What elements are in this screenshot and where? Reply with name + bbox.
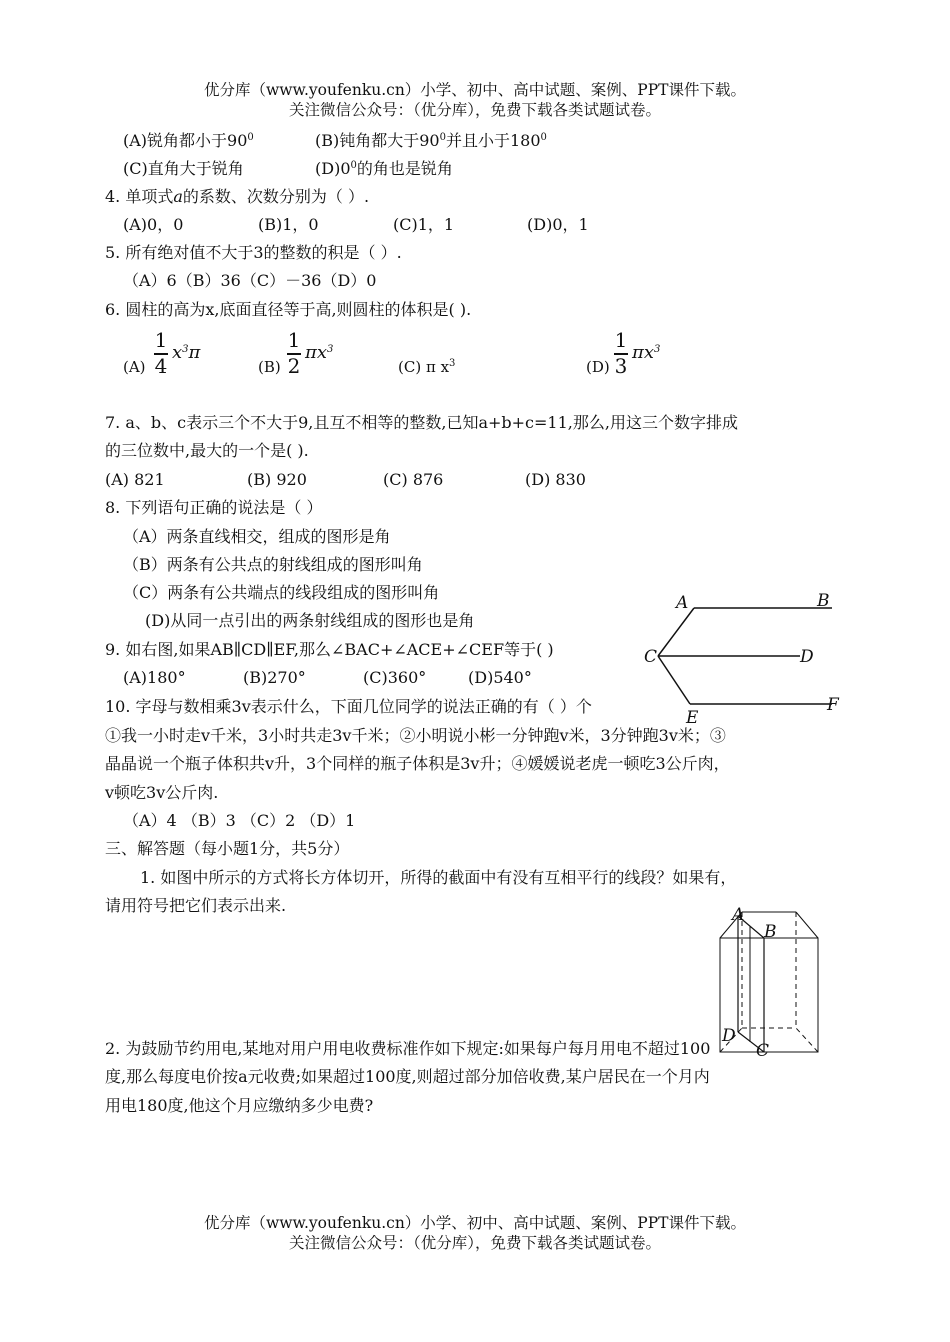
q9-option-d: (D)540° xyxy=(468,668,532,687)
q6-option-c: (C) π $x^3$ xyxy=(398,358,456,376)
q6-d-expression: $\pi x^3$ xyxy=(632,342,661,363)
q7-option-d: (D) 830 xyxy=(525,470,586,489)
q10-line-3: 晶晶说一个瓶子体积共v升，3个同样的瓶子体积是3v升；④媛媛说老虎一顿吃3公斤肉， xyxy=(105,754,730,773)
q7-option-a: (A) 821 xyxy=(105,470,165,489)
q6-b-denominator: 2 xyxy=(287,354,301,378)
q8-option-a: （A）两条直线相交，组成的图形是角 xyxy=(123,527,391,546)
q6-a-expression: $x^3\pi$ xyxy=(172,342,201,363)
s3-q2-line-1: 2. 为鼓励节约用电,某地对用户用电收费标准作如下规定:如果每户每月用电不超过100 xyxy=(105,1039,711,1058)
cuboid-label-a: A xyxy=(732,905,745,925)
q6-b-numerator: 1 xyxy=(287,328,301,352)
q6-option-d-label: (D) xyxy=(586,358,610,376)
label-c: C xyxy=(644,647,658,667)
header-line-2: 关注微信公众号：（优分库），免费下载各类试题试卷。 xyxy=(288,101,661,119)
edge-tr xyxy=(796,912,818,938)
q5-stem: 5. 所有绝对值不大于3的整数的积是（ ）. xyxy=(105,243,402,262)
q9-stem: 9. 如右图,如果AB∥CD∥EF,那么∠BAC+∠ACE+∠CEF等于( ) xyxy=(105,640,554,659)
q4-option-c: (C)1，1 xyxy=(393,215,455,234)
cuboid-label-b: B xyxy=(764,922,777,942)
s3-q2-line-3: 用电180度,他这个月应缴纳多少电费? xyxy=(105,1096,374,1115)
label-a: A xyxy=(676,593,689,613)
q8-option-d: (D)从同一点引出的两条射线组成的图形也是角 xyxy=(145,611,475,630)
q6-a-denominator: 4 xyxy=(154,354,168,378)
s3-q2-line-2: 度,那么每度电价按a元收费;如果超过100度,则超过部分加倍收费,某户居民在一个月内 xyxy=(105,1067,710,1086)
q4-option-d: (D)0，1 xyxy=(527,215,589,234)
q6-option-a-label: (A) xyxy=(123,358,146,376)
q8-option-b: （B）两条有公共点的射线组成的图形叫角 xyxy=(123,555,423,574)
parallel-lines-figure xyxy=(640,590,870,730)
q7-option-b: (B) 920 xyxy=(247,470,307,489)
cuboid-figure xyxy=(710,900,830,1060)
header-line-1: 优分库（www.youfenku.cn）小学、初中、高中试题、案例、PPT课件下载。 xyxy=(203,81,747,99)
q6-option-b-label: (B) xyxy=(258,358,281,376)
q3-option-a: (A)锐角都小于$90^0$ xyxy=(123,131,254,150)
q9-option-b: (B)270° xyxy=(243,668,306,687)
s3-q1-line-1: 1. 如图中所示的方式将长方体切开，所得的截面中有没有互相平行的线段？如果有， xyxy=(140,868,737,887)
q6-a-numerator: 1 xyxy=(154,328,168,352)
q8-stem: 8. 下列语句正确的说法是（ ） xyxy=(105,498,323,517)
q6-d-numerator: 1 xyxy=(614,328,628,352)
q5-options: （A）6（B）36（C）－36（D）0 xyxy=(123,271,377,290)
q4-option-a: (A)0，0 xyxy=(123,215,184,234)
q4-option-b: (B)1，0 xyxy=(258,215,319,234)
q9-option-a: (A)180° xyxy=(123,668,186,687)
q9-option-c: (C)360° xyxy=(363,668,427,687)
q10-stem: 10. 字母与数相乘3v表示什么，下面几位同学的说法正确的有（ ）个 xyxy=(105,697,592,716)
segment-ac xyxy=(658,608,694,656)
q10-line-4: v顿吃3v公斤肉. xyxy=(105,783,219,802)
q3-option-d: $(D)0^0$的角也是锐角 xyxy=(315,159,453,178)
segment-ce xyxy=(658,656,690,704)
q3-option-b: (B)钝角都大于$90^0$并且小于$180^0$ xyxy=(315,131,547,150)
q3-option-c: (C)直角大于锐角 xyxy=(123,159,244,178)
q6-d-denominator: 3 xyxy=(614,354,628,378)
section-3-title: 三、解答题（每小题1分，共5分） xyxy=(105,839,350,858)
label-b: B xyxy=(817,591,830,611)
label-e: E xyxy=(686,708,699,728)
q7-option-c: (C) 876 xyxy=(383,470,444,489)
q10-line-2: ①我一小时走v千米，3小时共走3v千米；②小明说小彬一分钟跑v米，3分钟跑3v米；③ xyxy=(105,726,726,745)
cuboid-label-c: C xyxy=(756,1041,770,1060)
q10-options: （A）4 （B）3 （C）2 （D）1 xyxy=(123,811,356,830)
q6-stem: 6. 圆柱的高为x,底面直径等于高,则圆柱的体积是( ). xyxy=(105,300,472,319)
q4-stem: 4. 单项式a的系数、次数分别为（ ）. xyxy=(105,187,370,206)
q8-option-c: （C）两条有公共端点的线段组成的图形叫角 xyxy=(123,583,440,602)
s3-q1-line-2: 请用符号把它们表示出来. xyxy=(105,896,287,915)
label-f: F xyxy=(827,695,839,715)
q7-stem-line-2: 的三位数中,最大的一个是( ). xyxy=(105,441,309,460)
label-d: D xyxy=(800,647,814,667)
cuboid-label-d: D xyxy=(722,1026,736,1046)
q7-stem-line-1: 7. a、b、c表示三个不大于9,且互不相等的整数,已知a+b+c=11,那么,用这三个数字排成 xyxy=(105,413,738,432)
q6-b-expression: $\pi x^3$ xyxy=(305,342,334,363)
footer-line-2: 关注微信公众号：（优分库），免费下载各类试题试卷。 xyxy=(288,1234,661,1252)
footer-line-1: 优分库（www.youfenku.cn）小学、初中、高中试题、案例、PPT课件下载。 xyxy=(203,1214,747,1232)
edge-br xyxy=(796,1028,818,1052)
